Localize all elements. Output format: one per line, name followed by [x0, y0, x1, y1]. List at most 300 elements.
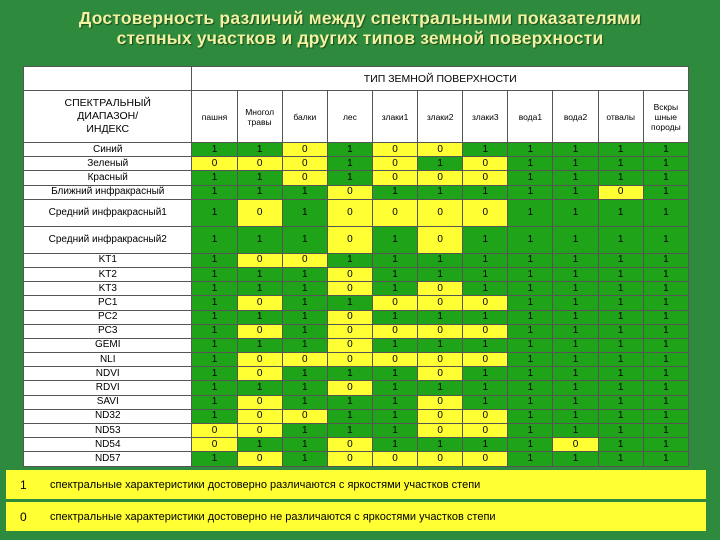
- value-cell: 0: [372, 324, 417, 338]
- value-cell: 1: [192, 367, 237, 381]
- column-header: [643, 91, 688, 143]
- value-cell: 1: [643, 199, 688, 226]
- value-cell: 1: [463, 310, 508, 324]
- value-cell: 1: [418, 338, 463, 352]
- value-cell: 1: [643, 353, 688, 367]
- row-label: Синий: [24, 143, 192, 157]
- legend-row-not-significant: [6, 502, 706, 531]
- value-cell: 1: [327, 143, 372, 157]
- value-cell: 1: [598, 143, 643, 157]
- table-row: [24, 185, 689, 199]
- value-cell: 1: [282, 310, 327, 324]
- value-cell: 0: [327, 282, 372, 296]
- value-cell: 1: [327, 157, 372, 171]
- value-cell: 1: [508, 199, 553, 226]
- value-cell: 1: [418, 253, 463, 267]
- value-cell: 1: [553, 226, 598, 253]
- value-cell: 1: [598, 381, 643, 395]
- value-cell: 1: [643, 324, 688, 338]
- value-cell: 1: [553, 424, 598, 438]
- column-header-line: злаки2: [426, 111, 454, 122]
- value-cell: 1: [463, 226, 508, 253]
- value-cell: 1: [237, 226, 282, 253]
- value-cell: 1: [192, 171, 237, 185]
- value-cell: 1: [327, 367, 372, 381]
- value-cell: 1: [508, 253, 553, 267]
- value-cell: 1: [508, 438, 553, 452]
- index-header: [24, 91, 192, 143]
- index-header-line: ИНДЕКС: [86, 123, 130, 135]
- table-row: [24, 409, 689, 423]
- value-cell: 1: [643, 409, 688, 423]
- value-cell: 0: [418, 171, 463, 185]
- value-cell: 1: [598, 452, 643, 466]
- value-cell: 1: [372, 226, 417, 253]
- value-cell: 1: [237, 338, 282, 352]
- value-cell: 0: [327, 338, 372, 352]
- value-cell: 1: [327, 253, 372, 267]
- column-header-line: породы: [651, 121, 681, 132]
- value-cell: 1: [237, 267, 282, 281]
- value-cell: 1: [327, 424, 372, 438]
- value-cell: 1: [192, 395, 237, 409]
- legend-key: 1: [20, 477, 27, 492]
- value-cell: 1: [508, 395, 553, 409]
- value-cell: 1: [282, 226, 327, 253]
- legend-key: 0: [20, 509, 27, 524]
- value-cell: 0: [327, 438, 372, 452]
- column-header-line: шные: [654, 111, 678, 122]
- row-label: NLI: [24, 353, 192, 367]
- value-cell: 1: [553, 185, 598, 199]
- value-cell: 1: [508, 452, 553, 466]
- table-row: [24, 253, 689, 267]
- value-cell: 0: [463, 424, 508, 438]
- value-cell: 1: [282, 452, 327, 466]
- value-cell: 1: [372, 253, 417, 267]
- value-cell: 1: [372, 381, 417, 395]
- value-cell: 1: [237, 381, 282, 395]
- value-cell: 1: [192, 353, 237, 367]
- value-cell: 0: [237, 157, 282, 171]
- column-header-line: Многол: [245, 106, 275, 117]
- value-cell: 0: [463, 452, 508, 466]
- value-cell: 0: [237, 353, 282, 367]
- value-cell: 1: [553, 409, 598, 423]
- value-cell: 1: [282, 282, 327, 296]
- value-cell: 0: [372, 452, 417, 466]
- value-cell: 1: [598, 338, 643, 352]
- slide-title: [0, 8, 720, 48]
- value-cell: 1: [418, 185, 463, 199]
- value-cell: 0: [463, 171, 508, 185]
- value-cell: 1: [553, 381, 598, 395]
- value-cell: 1: [282, 438, 327, 452]
- column-header: [327, 91, 372, 143]
- value-cell: 1: [372, 367, 417, 381]
- value-cell: 1: [327, 395, 372, 409]
- value-cell: 1: [643, 296, 688, 310]
- value-cell: 1: [598, 367, 643, 381]
- value-cell: 0: [463, 353, 508, 367]
- value-cell: 1: [553, 282, 598, 296]
- value-cell: 0: [192, 438, 237, 452]
- value-cell: 1: [282, 424, 327, 438]
- value-cell: 1: [418, 267, 463, 281]
- value-cell: 1: [282, 324, 327, 338]
- row-label: KT2: [24, 267, 192, 281]
- value-cell: 1: [553, 143, 598, 157]
- value-cell: 1: [372, 310, 417, 324]
- value-cell: 1: [192, 296, 237, 310]
- value-cell: 0: [237, 324, 282, 338]
- value-cell: 1: [282, 185, 327, 199]
- value-cell: 1: [508, 185, 553, 199]
- row-label: SAVI: [24, 395, 192, 409]
- table-row: [24, 381, 689, 395]
- value-cell: 0: [418, 424, 463, 438]
- row-label: PC3: [24, 324, 192, 338]
- value-cell: 1: [192, 267, 237, 281]
- value-cell: 1: [192, 310, 237, 324]
- group-header: ТИП ЗЕМНОЙ ПОВЕРХНОСТИ: [192, 67, 689, 91]
- value-cell: 0: [463, 157, 508, 171]
- value-cell: 0: [282, 157, 327, 171]
- value-cell: 1: [508, 282, 553, 296]
- value-cell: 0: [418, 226, 463, 253]
- value-cell: 1: [643, 438, 688, 452]
- value-cell: 1: [372, 438, 417, 452]
- value-cell: 1: [237, 143, 282, 157]
- legend-row-significant: [6, 470, 706, 499]
- value-cell: 1: [463, 282, 508, 296]
- value-cell: 1: [508, 296, 553, 310]
- column-header: [237, 91, 282, 143]
- value-cell: 1: [598, 282, 643, 296]
- table-row: [24, 226, 689, 253]
- value-cell: 0: [418, 367, 463, 381]
- value-cell: 1: [237, 185, 282, 199]
- value-cell: 1: [643, 395, 688, 409]
- value-cell: 1: [192, 381, 237, 395]
- value-cell: 1: [598, 199, 643, 226]
- value-cell: 0: [463, 324, 508, 338]
- value-cell: 0: [372, 296, 417, 310]
- table-row: [24, 296, 689, 310]
- value-cell: 1: [508, 324, 553, 338]
- value-cell: 1: [372, 424, 417, 438]
- value-cell: 0: [418, 143, 463, 157]
- row-label: Красный: [24, 171, 192, 185]
- value-cell: 0: [237, 367, 282, 381]
- value-cell: 0: [463, 296, 508, 310]
- value-cell: 0: [418, 199, 463, 226]
- value-cell: 1: [553, 267, 598, 281]
- value-cell: 1: [598, 424, 643, 438]
- value-cell: 1: [463, 367, 508, 381]
- value-cell: 1: [598, 226, 643, 253]
- value-cell: 1: [327, 409, 372, 423]
- value-cell: 1: [553, 296, 598, 310]
- value-cell: 1: [463, 267, 508, 281]
- value-cell: 1: [463, 438, 508, 452]
- row-label: ND32: [24, 409, 192, 423]
- value-cell: 0: [418, 324, 463, 338]
- value-cell: 0: [372, 157, 417, 171]
- value-cell: 0: [192, 424, 237, 438]
- value-cell: 1: [598, 267, 643, 281]
- column-header-line: вода2: [563, 111, 588, 122]
- value-cell: 0: [237, 424, 282, 438]
- value-cell: 0: [327, 452, 372, 466]
- column-header-line: злаки1: [381, 111, 409, 122]
- header-corner: [24, 67, 192, 91]
- value-cell: 1: [598, 395, 643, 409]
- column-header-line: отвалы: [606, 111, 635, 122]
- row-label: GEMI: [24, 338, 192, 352]
- value-cell: 1: [372, 185, 417, 199]
- value-cell: 1: [643, 310, 688, 324]
- value-cell: 1: [192, 226, 237, 253]
- value-cell: 1: [508, 338, 553, 352]
- column-header: [598, 91, 643, 143]
- value-cell: 1: [643, 452, 688, 466]
- table-row: [24, 282, 689, 296]
- value-cell: 1: [192, 253, 237, 267]
- value-cell: 0: [463, 199, 508, 226]
- value-cell: 0: [327, 324, 372, 338]
- value-cell: 0: [237, 452, 282, 466]
- value-cell: 0: [327, 310, 372, 324]
- value-cell: 0: [282, 353, 327, 367]
- value-cell: 0: [372, 171, 417, 185]
- value-cell: 1: [192, 199, 237, 226]
- value-cell: 1: [598, 438, 643, 452]
- value-cell: 1: [192, 324, 237, 338]
- value-cell: 1: [463, 338, 508, 352]
- value-cell: 1: [237, 282, 282, 296]
- value-cell: 1: [553, 253, 598, 267]
- table-row: [24, 424, 689, 438]
- value-cell: 0: [418, 409, 463, 423]
- table-row: [24, 267, 689, 281]
- row-label: PC2: [24, 310, 192, 324]
- value-cell: 1: [418, 310, 463, 324]
- row-label: ND57: [24, 452, 192, 466]
- value-cell: 0: [418, 395, 463, 409]
- value-cell: 1: [598, 409, 643, 423]
- value-cell: 0: [327, 226, 372, 253]
- value-cell: 0: [418, 353, 463, 367]
- row-label: Зеленый: [24, 157, 192, 171]
- column-header-line: балки: [293, 111, 317, 122]
- value-cell: 1: [463, 253, 508, 267]
- column-header-line: вода1: [518, 111, 543, 122]
- value-cell: 1: [643, 338, 688, 352]
- value-cell: 1: [553, 157, 598, 171]
- value-cell: 1: [192, 338, 237, 352]
- value-cell: 1: [508, 157, 553, 171]
- value-cell: 1: [282, 199, 327, 226]
- value-cell: 1: [598, 253, 643, 267]
- value-cell: 1: [508, 226, 553, 253]
- value-cell: 0: [192, 157, 237, 171]
- table-row: [24, 324, 689, 338]
- value-cell: 1: [237, 171, 282, 185]
- table-row: [24, 353, 689, 367]
- value-cell: 1: [553, 367, 598, 381]
- value-cell: 1: [282, 381, 327, 395]
- value-cell: 1: [553, 324, 598, 338]
- value-cell: 1: [553, 353, 598, 367]
- value-cell: 1: [372, 338, 417, 352]
- value-cell: 0: [282, 409, 327, 423]
- value-cell: 1: [643, 171, 688, 185]
- value-cell: 1: [643, 157, 688, 171]
- value-cell: 1: [192, 409, 237, 423]
- value-cell: 1: [553, 171, 598, 185]
- value-cell: 0: [237, 199, 282, 226]
- row-label: NDVI: [24, 367, 192, 381]
- value-cell: 1: [643, 143, 688, 157]
- value-cell: 0: [418, 282, 463, 296]
- value-cell: 1: [282, 296, 327, 310]
- value-cell: 1: [598, 310, 643, 324]
- value-cell: 0: [327, 185, 372, 199]
- table-row: [24, 338, 689, 352]
- row-label: KT1: [24, 253, 192, 267]
- value-cell: 1: [463, 395, 508, 409]
- value-cell: 1: [327, 296, 372, 310]
- value-cell: 0: [598, 185, 643, 199]
- row-label: Средний инфракрасный1: [24, 199, 192, 226]
- value-cell: 0: [553, 438, 598, 452]
- value-cell: 1: [282, 395, 327, 409]
- value-cell: 0: [372, 143, 417, 157]
- value-cell: 0: [237, 253, 282, 267]
- value-cell: 1: [418, 157, 463, 171]
- value-cell: 0: [237, 296, 282, 310]
- value-cell: 1: [508, 310, 553, 324]
- legend-text: спектральные характеристики достоверно не различаются с яркостями участков степи: [50, 510, 496, 523]
- value-cell: 1: [643, 267, 688, 281]
- value-cell: 1: [643, 367, 688, 381]
- value-cell: 0: [418, 296, 463, 310]
- value-cell: 1: [508, 424, 553, 438]
- index-header-line: ДИАПАЗОН/: [77, 110, 139, 122]
- value-cell: 1: [418, 381, 463, 395]
- value-cell: 0: [282, 171, 327, 185]
- value-cell: 1: [598, 324, 643, 338]
- value-cell: 0: [282, 253, 327, 267]
- value-cell: 1: [418, 438, 463, 452]
- value-cell: 1: [192, 452, 237, 466]
- value-cell: 1: [192, 143, 237, 157]
- value-cell: 1: [327, 171, 372, 185]
- table-row: [24, 310, 689, 324]
- slide-title-line-1: Достоверность различий между спектральными показателями: [78, 8, 642, 28]
- row-label: Средний инфракрасный2: [24, 226, 192, 253]
- table-row: [24, 395, 689, 409]
- column-header: [508, 91, 553, 143]
- value-cell: 1: [598, 171, 643, 185]
- value-cell: 1: [508, 143, 553, 157]
- value-cell: 1: [598, 296, 643, 310]
- value-cell: 1: [508, 353, 553, 367]
- row-label: ND53: [24, 424, 192, 438]
- value-cell: 1: [237, 310, 282, 324]
- value-cell: 0: [237, 395, 282, 409]
- value-cell: 1: [508, 381, 553, 395]
- row-label: KT3: [24, 282, 192, 296]
- value-cell: 1: [508, 171, 553, 185]
- value-cell: 0: [327, 199, 372, 226]
- value-cell: 1: [192, 282, 237, 296]
- value-cell: 1: [508, 409, 553, 423]
- value-cell: 1: [553, 452, 598, 466]
- table-row: [24, 438, 689, 452]
- row-label: PC1: [24, 296, 192, 310]
- table-row: [24, 157, 689, 171]
- column-header: [418, 91, 463, 143]
- value-cell: 1: [508, 267, 553, 281]
- value-cell: 1: [508, 367, 553, 381]
- table-row: [24, 143, 689, 157]
- row-label: Ближний инфракрасный: [24, 185, 192, 199]
- value-cell: 1: [553, 199, 598, 226]
- slide-title-line-2: степных участков и других типов земной поверхности: [116, 28, 604, 48]
- column-header: [282, 91, 327, 143]
- value-cell: 1: [463, 381, 508, 395]
- value-cell: 0: [237, 409, 282, 423]
- column-header: [372, 91, 417, 143]
- value-cell: 1: [282, 267, 327, 281]
- value-cell: 0: [372, 353, 417, 367]
- value-cell: 0: [372, 199, 417, 226]
- value-cell: 1: [463, 185, 508, 199]
- value-cell: 1: [463, 143, 508, 157]
- table-row: [24, 452, 689, 466]
- table-row: [24, 199, 689, 226]
- value-cell: 1: [553, 338, 598, 352]
- value-cell: 1: [643, 424, 688, 438]
- value-cell: 1: [553, 395, 598, 409]
- value-cell: 1: [372, 409, 417, 423]
- column-header-line: злаки3: [471, 111, 499, 122]
- column-header-line: травы: [247, 116, 272, 127]
- table-row: [24, 171, 689, 185]
- value-cell: 1: [372, 282, 417, 296]
- value-cell: 1: [643, 381, 688, 395]
- column-header: [463, 91, 508, 143]
- row-label: RDVI: [24, 381, 192, 395]
- value-cell: 0: [418, 452, 463, 466]
- significance-table: [23, 66, 689, 467]
- value-cell: 1: [282, 338, 327, 352]
- value-cell: 0: [463, 409, 508, 423]
- value-cell: 0: [327, 353, 372, 367]
- value-cell: 1: [643, 253, 688, 267]
- value-cell: 1: [237, 438, 282, 452]
- value-cell: 0: [282, 143, 327, 157]
- value-cell: 1: [372, 395, 417, 409]
- value-cell: 1: [643, 185, 688, 199]
- value-cell: 1: [643, 226, 688, 253]
- value-cell: 1: [598, 353, 643, 367]
- value-cell: 0: [327, 267, 372, 281]
- value-cell: 1: [192, 185, 237, 199]
- column-header: [553, 91, 598, 143]
